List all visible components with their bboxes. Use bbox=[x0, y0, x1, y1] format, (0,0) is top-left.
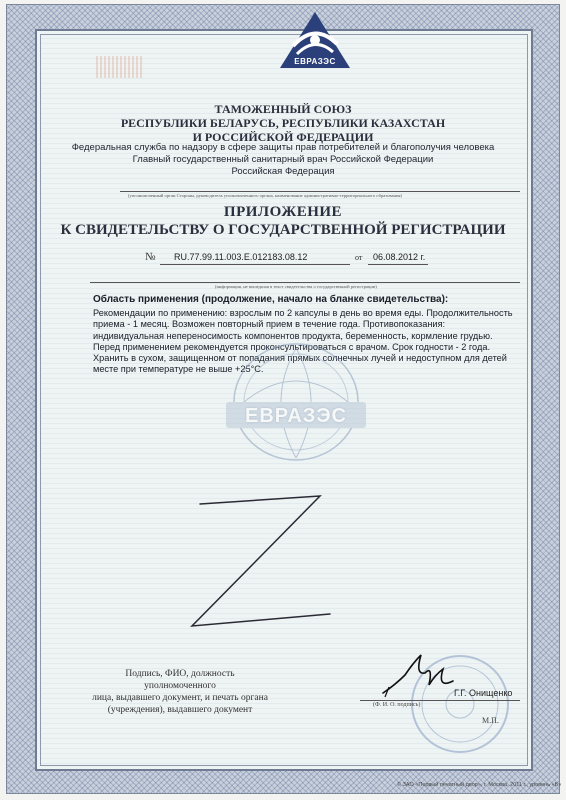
section-title: Область применения (продолжение, начало на бланке свидетельства): bbox=[93, 294, 449, 305]
eurasec-logo bbox=[275, 10, 355, 70]
printer-footer: © ЗАО «Первый печатный двор», г. Москва, 2011 г., уровень «Б» bbox=[397, 782, 562, 788]
corner-stamp-mark bbox=[96, 56, 142, 78]
date-rule bbox=[368, 264, 428, 265]
fio-caption: (Ф. И. О. подпись) bbox=[373, 702, 421, 708]
number-rule bbox=[160, 264, 350, 265]
document-title: ПРИЛОЖЕНИЕ bbox=[223, 204, 343, 220]
usage-line: Хранить в сухом, защищенном от попадания прямых солнечных лучей и недоступном для детей bbox=[93, 353, 507, 364]
usage-line: приема - 1 месяц. Возможен повторный прием в течение года. Противопоказания: bbox=[93, 319, 446, 330]
watermark-seal bbox=[196, 340, 396, 470]
header-republics: РЕСПУБЛИКИ БЕЛАРУСЬ, РЕСПУБЛИКИ КАЗАХСТАН bbox=[120, 116, 446, 130]
logo-text: ЕВРАЗЭС bbox=[294, 57, 336, 66]
date-label: от bbox=[355, 253, 363, 262]
registration-number: RU.77.99.11.003.Е.012183.08.12 bbox=[174, 252, 308, 262]
authority-caption: (уполномоченный орган Стороны, руководитель уполномоченного органа, наименование административно-территориального образования) bbox=[128, 193, 403, 198]
header-union: ТАМОЖЕННЫЙ СОЮЗ bbox=[214, 102, 352, 116]
usage-line: месте при температуре не выше +25°С. bbox=[93, 364, 264, 375]
agency-country: Российская Федерация bbox=[231, 166, 335, 177]
signature-label bbox=[90, 668, 270, 716]
authority-rule bbox=[120, 191, 520, 192]
info-rule bbox=[90, 282, 520, 283]
info-caption: (информация, не вошедшая в текст свидетельства о государственной регистрации) bbox=[215, 284, 377, 289]
handwritten-signature bbox=[375, 645, 465, 705]
agency-name: Федеральная служба по надзору в сфере защиты прав потребителей и благополучия человека bbox=[71, 142, 495, 153]
cancellation-z-mark bbox=[170, 486, 350, 636]
number-symbol: № bbox=[145, 251, 156, 263]
usage-line: Рекомендации по применению: взрослым по 2 капсулы в день во время еды. Продолжительность bbox=[93, 308, 513, 318]
signature-label-line: Подпись, ФИО, должность уполномоченного bbox=[125, 669, 235, 691]
usage-line: индивидуальная непереносимость компонентов продукта, беременность, кормление грудью. bbox=[93, 330, 493, 341]
agency-officer: Главный государственный санитарный врач Российской Федерации bbox=[132, 154, 434, 165]
usage-line: Перед применением рекомендуется проконсультироваться с врачом. Срок годности - 2 года. bbox=[93, 341, 490, 352]
signature-label-line: (учреждения), выдавшего документ bbox=[107, 705, 253, 715]
signer-name: Г.Г. Онищенко bbox=[454, 688, 513, 698]
watermark-text: ЕВРАЗЭС bbox=[244, 405, 347, 427]
signature-rule bbox=[360, 700, 520, 701]
header-russia: И РОССИЙСКОЙ ФЕДЕРАЦИИ bbox=[192, 130, 374, 144]
signature-label-line: лица, выдавшего документ, и печать органа bbox=[92, 693, 268, 703]
document-subtitle: К СВИДЕТЕЛЬСТВУ О ГОСУДАРСТВЕННОЙ РЕГИСТРАЦИИ bbox=[60, 222, 506, 238]
registration-date: 06.08.2012 г. bbox=[373, 252, 426, 262]
seal-place-label: М.П. bbox=[482, 716, 499, 725]
